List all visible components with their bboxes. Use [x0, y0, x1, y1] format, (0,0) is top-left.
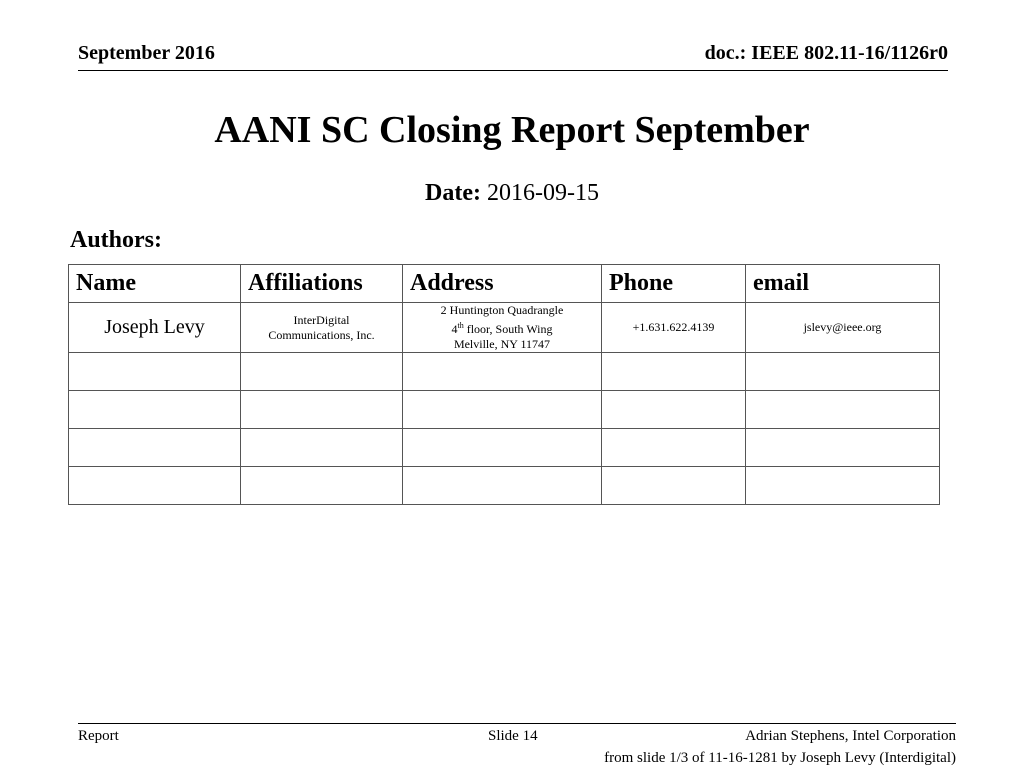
table-cell: [602, 467, 746, 505]
affiliation-line: InterDigital: [293, 312, 350, 327]
table-cell: [241, 467, 403, 505]
table-cell: [403, 467, 602, 505]
table-row: [69, 391, 940, 429]
date-line: [0, 180, 1024, 207]
address-floor-suffix: th: [457, 321, 464, 330]
header-email: email: [746, 265, 940, 303]
header-date: September 2016: [78, 42, 215, 64]
table-cell: [241, 353, 403, 391]
table-cell: [241, 429, 403, 467]
table-cell: [746, 391, 940, 429]
table-cell: [602, 391, 746, 429]
table-cell: [69, 429, 241, 467]
table-cell: [241, 391, 403, 429]
header-affiliations: Affiliations: [241, 265, 403, 303]
date-value: 2016-09-15: [486, 180, 599, 206]
table-cell: [69, 391, 241, 429]
footer-slide-number: Slide 14: [488, 728, 538, 744]
table-row: [69, 303, 940, 353]
authors-label: Authors:: [70, 227, 163, 253]
table-cell: [602, 429, 746, 467]
footer-author: Adrian Stephens, Intel Corporation: [745, 728, 956, 744]
address-floor-number: 4: [451, 322, 458, 336]
header-address: Address: [403, 265, 602, 303]
header-phone: Phone: [602, 265, 746, 303]
table-cell: [403, 353, 602, 391]
author-address: [403, 303, 602, 353]
table-cell: [69, 467, 241, 505]
author-phone: +1.631.622.4139: [602, 303, 746, 353]
table-cell: [69, 353, 241, 391]
table-header-row: [69, 265, 940, 303]
table-cell: [403, 429, 602, 467]
address-line: [451, 322, 552, 336]
table-cell: [746, 353, 940, 391]
table-cell: [403, 391, 602, 429]
authors-table: [68, 264, 940, 505]
date-label: Date:: [425, 180, 481, 206]
table-row: [69, 467, 940, 505]
address-line: Melville, NY 11747: [453, 337, 551, 351]
affiliation-line: Communications, Inc.: [268, 327, 375, 342]
footer-source: from slide 1/3 of 11-16-1281 by Joseph Levy (Interdigital): [604, 750, 956, 766]
table-cell: [746, 467, 940, 505]
slide-title: AANI SC Closing Report September: [214, 109, 810, 151]
author-email: jslevy@ieee.org: [746, 303, 940, 353]
table-cell: [746, 429, 940, 467]
author-affiliation: [241, 303, 403, 353]
footer-divider: [78, 723, 956, 724]
author-name: Joseph Levy: [69, 303, 241, 353]
footer-report: Report: [78, 728, 119, 744]
slide-header: [78, 40, 948, 71]
table-cell: [602, 353, 746, 391]
table-row: [69, 353, 940, 391]
address-floor-rest: floor, South Wing: [463, 322, 553, 336]
header-name: Name: [69, 265, 241, 303]
header-doc-id: doc.: IEEE 802.11-16/1126r0: [704, 42, 948, 64]
address-line: 2 Huntington Quadrangle: [440, 303, 564, 317]
table-row: [69, 429, 940, 467]
